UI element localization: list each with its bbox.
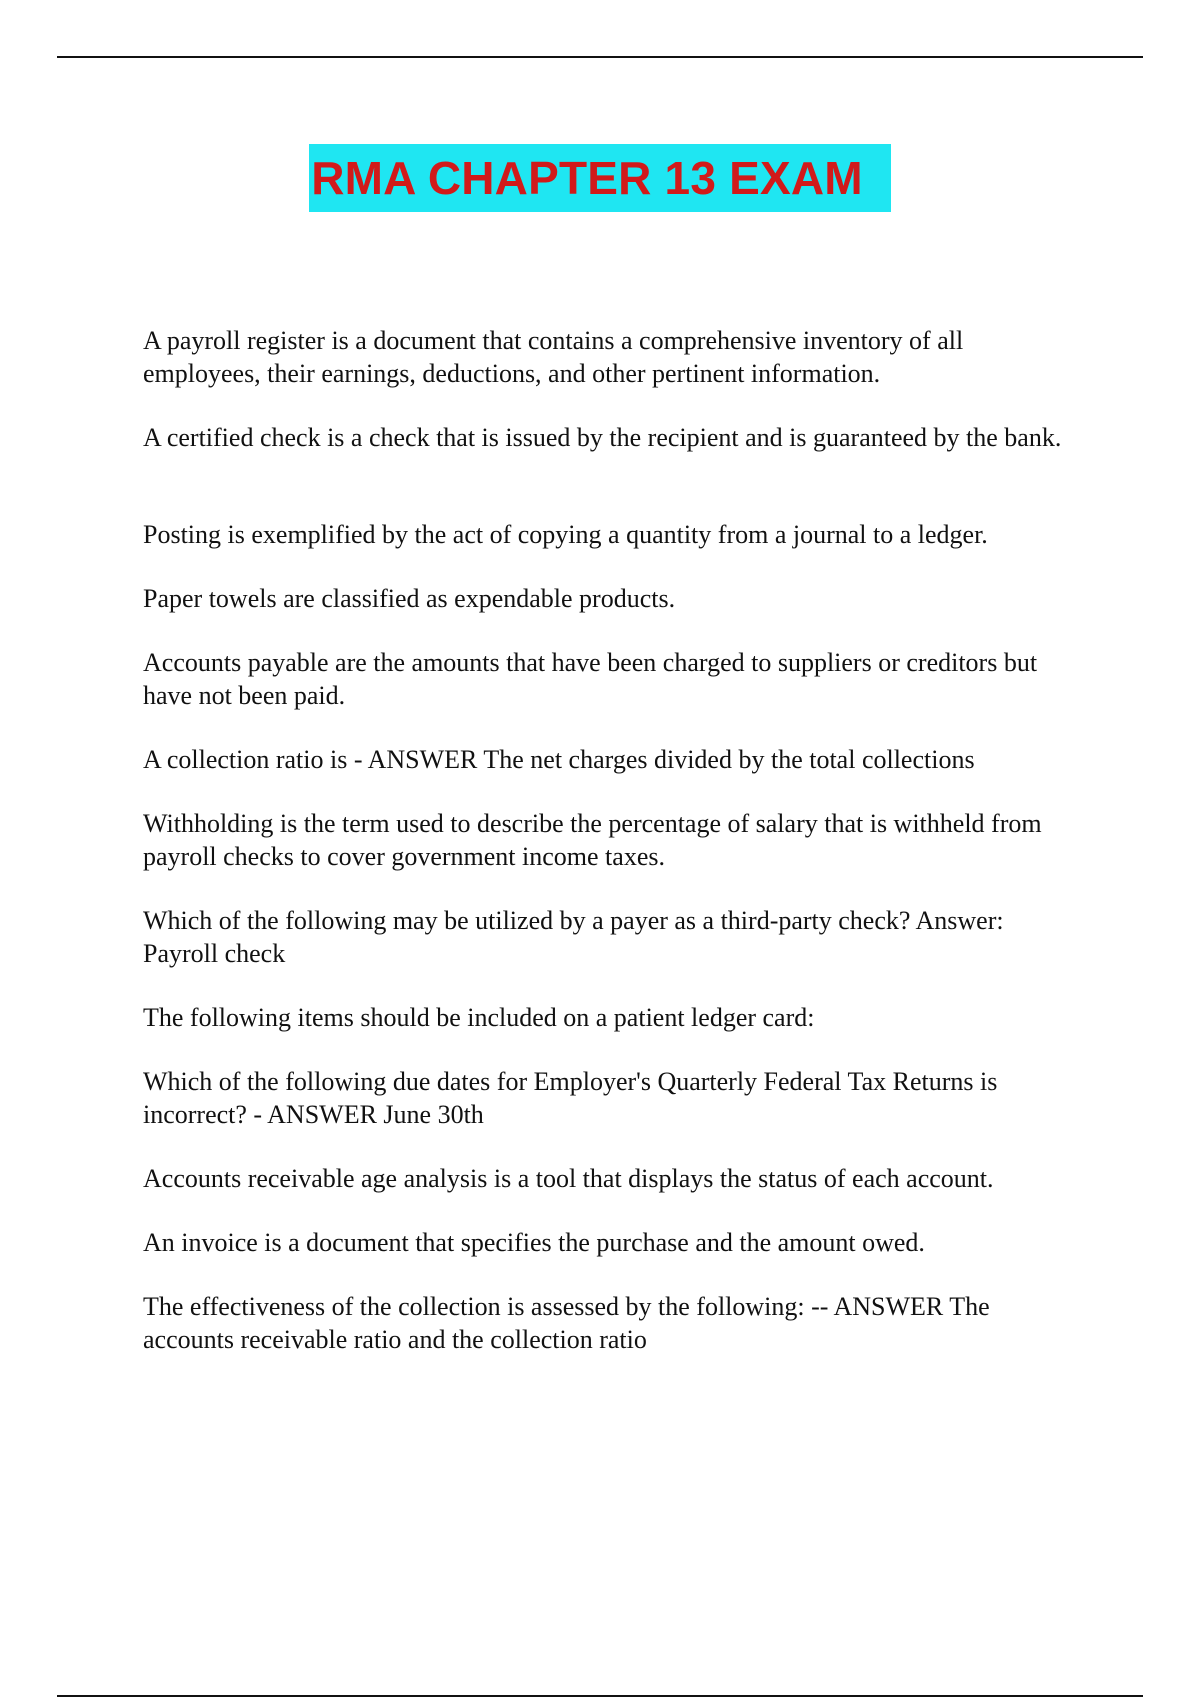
paragraph-certified-check: A certified check is a check that is issued by the recipient and is guaranteed by the bank. (143, 423, 1062, 452)
paragraph-patient-ledger-card: The following items should be included on a patient ledger card: (143, 1003, 815, 1032)
paragraph-third-party-check: Which of the following may be utilized by a payer as a third-party check? Answer: Payroll check (143, 906, 1004, 968)
document-title: RMA CHAPTER 13 EXAM (309, 144, 891, 212)
paragraph-age-analysis: Accounts receivable age analysis is a tool that displays the status of each account. (143, 1164, 994, 1193)
paragraph-collection-ratio: A collection ratio is - ANSWER The net charges divided by the total collections (143, 745, 975, 774)
paragraph-accounts-payable: Accounts payable are the amounts that have been charged to suppliers or creditors but have not been paid. (143, 648, 1038, 710)
bottom-rule (57, 1695, 1143, 1697)
paragraph-payroll-register: A payroll register is a document that contains a comprehensive inventory of all employees, their earnings, deductions, and other pertinent information. (143, 326, 964, 388)
title-block (0, 144, 1200, 212)
document-body (143, 324, 1083, 1387)
paragraph-collection-effectiveness: The effectiveness of the collection is assessed by the following: -- ANSWER The accounts receivable ratio and the collection ratio (143, 1292, 990, 1354)
paragraph-quarterly-tax-returns: Which of the following due dates for Employer's Quarterly Federal Tax Returns is incorrect? - ANSWER June 30th (143, 1067, 998, 1129)
paragraph-posting: Posting is exemplified by the act of copying a quantity from a journal to a ledger. (143, 520, 988, 549)
top-rule (57, 56, 1143, 58)
paragraph-paper-towels: Paper towels are classified as expendable products. (143, 584, 676, 613)
paragraph-withholding: Withholding is the term used to describe the percentage of salary that is withheld from payroll checks to cover government income taxes. (143, 809, 1042, 871)
paragraph-invoice: An invoice is a document that specifies the purchase and the amount owed. (143, 1228, 925, 1257)
